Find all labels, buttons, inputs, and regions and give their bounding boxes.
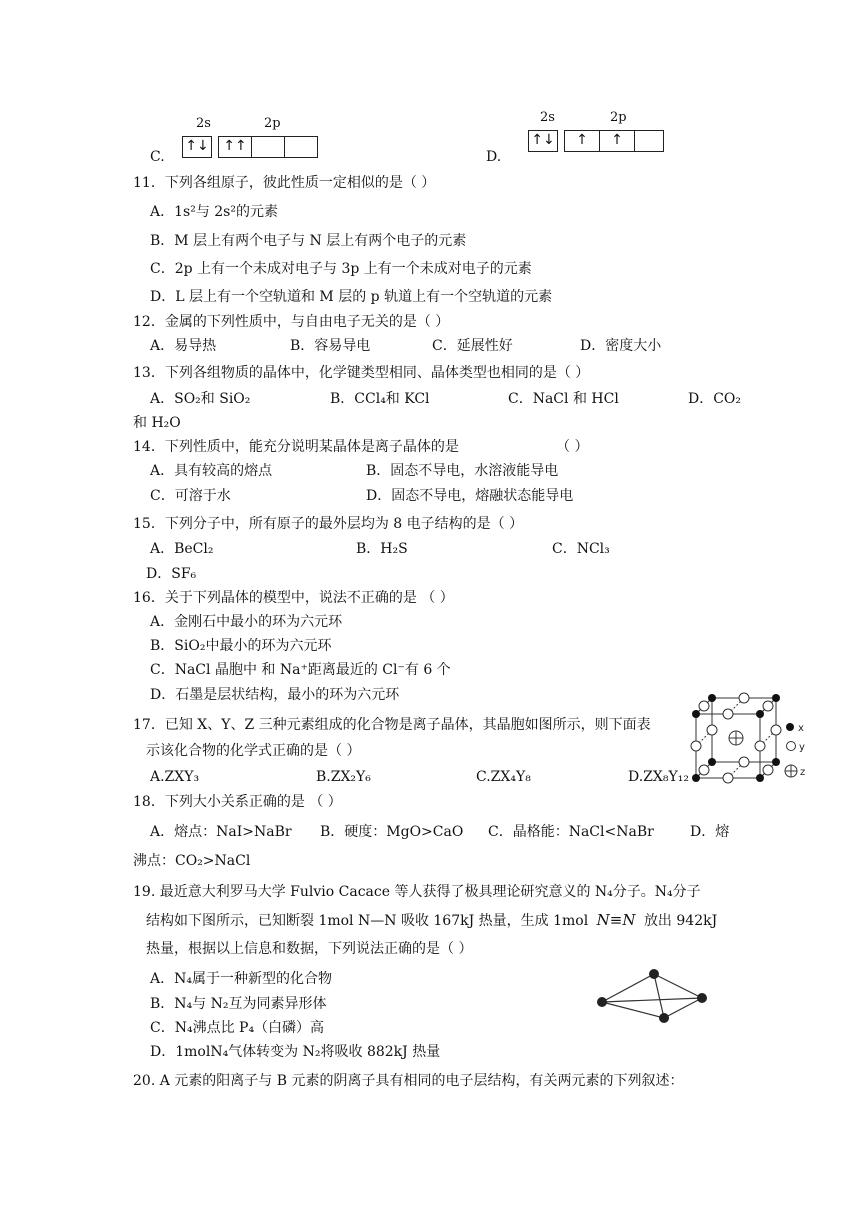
q14-option-d: D．固态不导电，熔融状态能导电 (366, 488, 574, 504)
orbital-box-2p-3 (634, 130, 664, 152)
q14-stem: 14．下列性质中，能充分说明某晶体是离子晶体的是 (133, 439, 459, 455)
q14-option-a: A．具有较高的熔点 (150, 463, 273, 479)
q16-option-c: C．NaCl 晶胞中 和 Na⁺距离最近的 Cl⁻有 6 个 (150, 662, 451, 678)
q12-option-a: A．易导热 (150, 338, 217, 354)
q13-stem: 13．下列各组物质的晶体中，化学键类型相同、晶体类型也相同的是（ ） (133, 365, 590, 381)
orbital-box-2p-1: ↑ (564, 130, 600, 152)
q18-option-d-continued: 沸点：CO₂>NaCl (133, 853, 251, 869)
q19-option-c: C．N₄沸点比 P₄（白磷）高 (150, 1020, 325, 1036)
orbital-box-2s: ↑↓ (528, 130, 558, 152)
q18-option-d: D．熔 (690, 824, 730, 840)
q12-option-d: D．密度大小 (580, 338, 662, 354)
orbital-label-2s: 2s (196, 116, 211, 131)
q19-stem-line3: 热量，根据以上信息和数据，下列说法正确的是（ ） (146, 941, 473, 957)
q19-stem-line2-c: 放出 942kJ (643, 913, 718, 929)
option-letter: C. (150, 149, 165, 165)
q19-stem-line1: 19. 最近意大利罗马大学 Fulvio Cacace 等人获得了极具理论研究意义的 N₄分子。N₄分子 (133, 884, 701, 900)
q11-stem: 11．下列各组原子，彼此性质一定相似的是（ ） (133, 175, 436, 191)
orbital-box-2p-3 (284, 136, 318, 158)
q13-option-a: A．SO₂和 SiO₂ (150, 391, 251, 407)
crystal-cell-figure (690, 692, 830, 796)
q13-option-d-continued: 和 H₂O (133, 415, 181, 431)
q16-option-d: D．石墨是层状结构，最小的环为六元环 (150, 687, 400, 703)
legend-y-label: y (799, 742, 805, 753)
q11-option-b: B．M 层上有两个电子与 N 层上有两个电子的元素 (150, 233, 467, 249)
q19-stem-line2-a: 结构如下图所示，已知断裂 1mol N—N 吸收 167kJ 热量，生成 1mol (146, 913, 589, 929)
orbital-box-2s: ↑↓ (182, 136, 212, 158)
orbital-box-2p-2 (251, 136, 285, 158)
q15-option-a: A．BeCl₂ (150, 541, 214, 557)
option-letter: D. (486, 149, 502, 165)
q11-option-a: A．1s²与 2s²的元素 (150, 204, 278, 220)
q13-option-c: C．NaCl 和 HCl (508, 391, 619, 407)
q19-stem-line2 (146, 911, 717, 930)
orbital-label-2p: 2p (264, 116, 281, 131)
q14-answer-paren: （ ） (556, 439, 589, 455)
q18-stem: 18．下列大小关系正确的是 （ ） (133, 794, 342, 810)
q12-option-b: B．容易导电 (290, 338, 371, 354)
q12-option-c: C．延展性好 (432, 338, 513, 354)
legend-x-label: x (798, 723, 804, 734)
legend-z-label: z (800, 767, 806, 778)
orbital-label-2s: 2s (540, 110, 555, 125)
triple-bond-formula: N≡N (596, 911, 636, 929)
q17-option-d: D.ZX₈Y₁₂ (628, 769, 689, 785)
q14-option-b: B．固态不导电，水溶液能导电 (366, 463, 559, 479)
q17-stem-line1: 17．已知 X、Y、Z 三种元素组成的化合物是离子晶体，其晶胞如图所示，则下面表 (133, 717, 651, 733)
orbital-box-2p-1: ↑↑ (218, 136, 252, 158)
q13-option-b: B．CCl₄和 KCl (330, 391, 430, 407)
q14-option-c: C．可溶于水 (150, 488, 231, 504)
q12-stem: 12．金属的下列性质中，与自由电子无关的是（ ） (133, 314, 450, 330)
q15-option-b: B．H₂S (356, 541, 408, 557)
q18-option-c: C．晶格能：NaCl<NaBr (488, 824, 654, 840)
q16-option-b: B．SiO₂中最小的环为六元环 (150, 638, 332, 654)
q17-option-b: B.ZX₂Y₆ (316, 769, 371, 785)
n4-molecule-figure (592, 968, 712, 1026)
q17-option-a: A.ZXY₃ (150, 769, 200, 785)
orbital-diagram-d (486, 108, 676, 164)
q16-option-a: A．金刚石中最小的环为六元环 (150, 614, 343, 630)
q18-option-a: A．熔点：NaI>NaBr (150, 824, 292, 840)
q17-option-c: C.ZX₄Y₈ (476, 769, 531, 785)
q15-stem: 15．下列分子中，所有原子的最外层均为 8 电子结构的是（ ） (133, 516, 524, 532)
q19-option-d: D．1molN₄气体转变为 N₂将吸收 882kJ 热量 (150, 1044, 441, 1060)
q15-option-c: C．NCl₃ (552, 541, 610, 557)
q13-option-d: D．CO₂ (688, 391, 742, 407)
orbital-label-2p: 2p (610, 110, 627, 125)
q19-option-b: B．N₄与 N₂互为同素异形体 (150, 996, 327, 1012)
q19-option-a: A．N₄属于一种新型的化合物 (150, 971, 332, 987)
orbital-box-2p-2: ↑ (599, 130, 635, 152)
q15-option-d: D．SF₆ (146, 566, 197, 582)
q11-option-c: C．2p 上有一个未成对电子与 3p 上有一个未成对电子的元素 (150, 261, 532, 277)
q16-stem: 16．关于下列晶体的模型中，说法不正确的是 （ ） (133, 590, 454, 606)
q18-option-b: B．硬度：MgO>CaO (320, 824, 464, 840)
q11-option-d: D．L 层上有一个空轨道和 M 层的 p 轨道上有一个空轨道的元素 (150, 289, 553, 305)
q17-stem-line2: 示该化合物的化学式正确的是（ ） (146, 743, 361, 759)
q20-stem: 20. A 元素的阳离子与 B 元素的阴离子具有相同的电子层结构，有关两元素的下列叙述： (133, 1073, 684, 1089)
orbital-diagram-c (150, 112, 330, 165)
